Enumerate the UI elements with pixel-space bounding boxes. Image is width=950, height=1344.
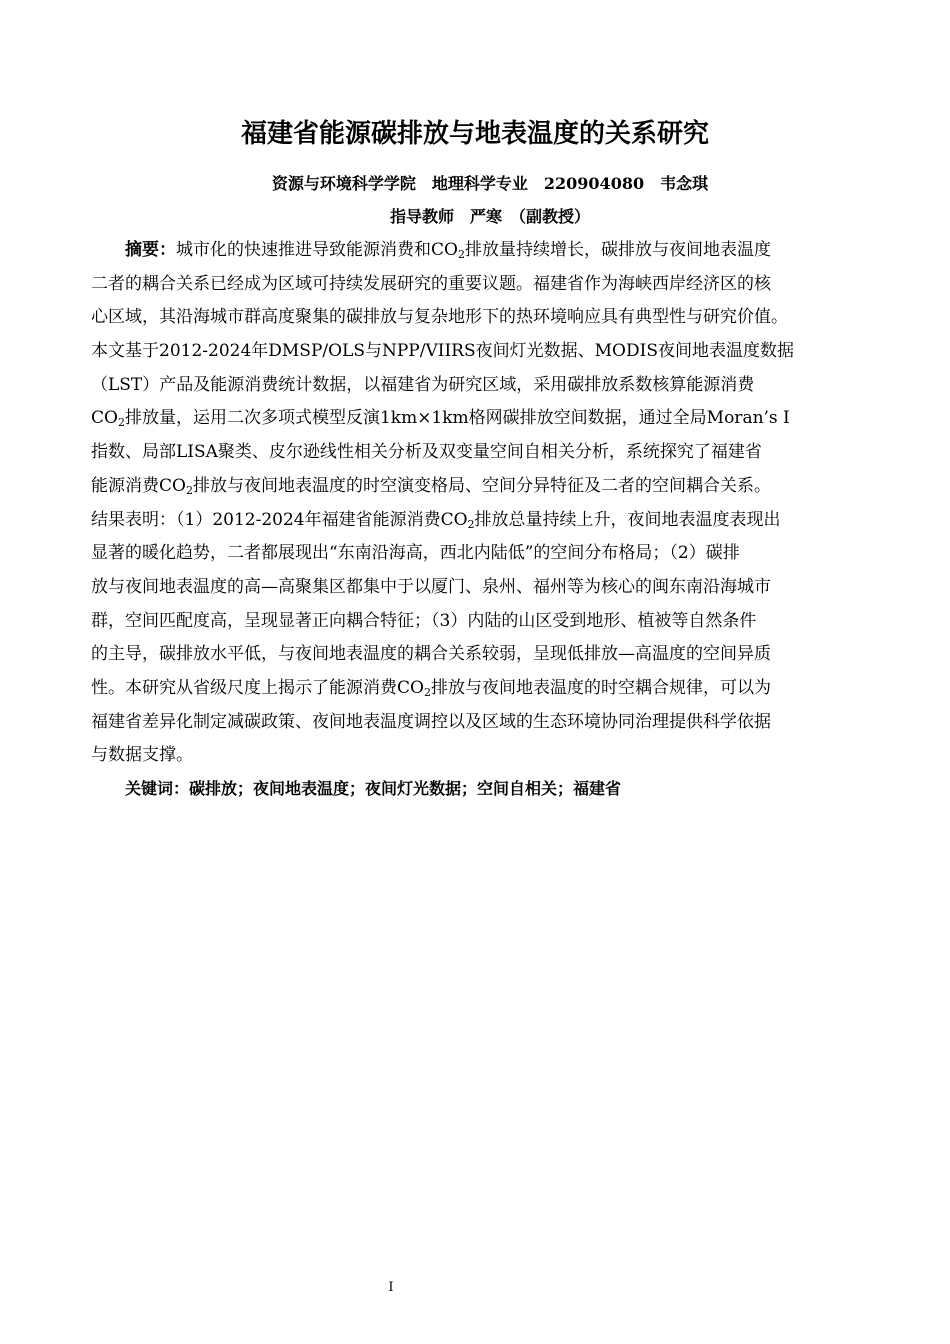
- abstract-body: [91, 235, 871, 774]
- abstract-line: 结果表明：（1）2012-2024年福建省能源消费$CO_2$排放总量持续上升，夜间地表温度表现出: [91, 509, 781, 531]
- abstract-line: 福建省差异化制定减碳政策、夜间地表温度调控以及区域的生态环境协同治理提供科学依据: [91, 711, 771, 732]
- abstract-line: 能源消费$CO_2$排放与夜间地表温度的时空演变格局、空间分异特征及二者的空间耦合关系。: [91, 475, 771, 497]
- abstract-line: 放与夜间地表温度的高—高聚集区都集中于以厦门、泉州、福州等为核心的闽东南沿海城市: [91, 576, 771, 597]
- abstract-line: 群，空间匹配度高，呈现显著正向耦合特征；（3）内陆的山区受到地形、植被等自然条件: [91, 610, 757, 631]
- abstract-line: $CO_2$排放量，运用二次多项式模型反演1km×1km格网碳排放空间数据，通过全局Moran’s I: [91, 408, 790, 430]
- abstract-line: 显著的暖化趋势，二者都展现出“东南沿海高，西北内陆低”的空间分布格局；（2）碳排: [91, 543, 740, 564]
- abstract-line: 二者的耦合关系已经成为区域可持续发展研究的重要议题。福建省作为海峡西岸经济区的核: [91, 273, 771, 294]
- abstract-line: 与数据支撑。: [91, 745, 193, 766]
- page-number: I: [388, 1280, 394, 1295]
- abstract-line: 心区域，其沿海城市群高度聚集的碳排放与复杂地形下的热环境响应具有典型性与研究价值。: [91, 307, 788, 328]
- advisor-info: 指导教师 严寒 （副教授）: [389, 207, 590, 226]
- abstract-line: 的主导，碳排放水平低，与夜间地表温度的耦合关系较弱，呈现低排放—高温度的空间异质: [91, 644, 771, 665]
- abstract-line: 指数、局部LISA聚类、皮尔逊线性相关分析及双变量空间自相关分析，系统探究了福建省: [91, 442, 762, 463]
- keywords: 关键词：碳排放；夜间地表温度；夜间灯光数据；空间自相关；福建省: [125, 779, 622, 798]
- author-info: 资源与环境科学学院 地理科学专业 220904080 韦念琪: [271, 174, 709, 193]
- abstract-line: （LST）产品及能源消费统计数据，以福建省为研究区域，采用碳排放系数核算能源消费: [91, 374, 755, 395]
- abstract-line: 本文基于2012-2024年DMSP/OLS与NPP/VIIRS夜间灯光数据、MODIS夜间地表温度数据: [91, 341, 794, 362]
- abstract-line: 性。本研究从省级尺度上揭示了能源消费$CO_2$排放与夜间地表温度的时空耦合规律，可以为: [91, 677, 771, 699]
- abstract-line: 摘要：城市化的快速推进导致能源消费和$CO_2$排放量持续增长，碳排放与夜间地表温度: [125, 240, 771, 261]
- paper-title: 福建省能源碳排放与地表温度的关系研究: [240, 119, 709, 149]
- abstract-label: 摘要：: [125, 240, 176, 260]
